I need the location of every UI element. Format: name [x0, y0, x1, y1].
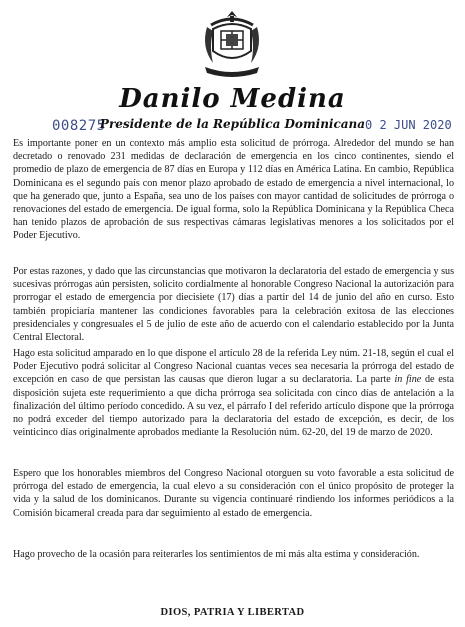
paragraph-2: Por estas razones, y dado que las circunstancias que motivaron la declaratoria del estado de emergencia y sus sucesivas prórrogas aún persisten, solicito cordialmente al honorable Congreso Nacional la autorización para prorrogar el estado de emergencia por diecisiete (17) días a partir del 14 de junio del año en curso. Esto también propiciaría mantener las condiciones favorables para la celebración exitosa de las elecciones presidenciales y congresuales el 5 de julio de este año de acuerdo con el calendario establecido por la Junta Central Electoral.: [13, 266, 454, 344]
paragraph-5: Hago provecho de la ocasión para reiterarles los sentimientos de mi más alta estima y consideración.: [13, 549, 420, 560]
paragraph-1: Es importante poner en un contexto más amplio esta solicitud de prórroga. Alrededor del mundo se han decretado o renovado 231 medidas de declaración de emergencia en los cinco continentes, siendo el promedio de plazo de emergencia de 87 días en Europa y 112 días en América Latina. En cambio, República Dominicana es el segundo país con menor plazo aprobado de estado de emergencia a nivel internacional, lo que ha generado que, junto a España, sea uno de los países con mayor cantidad de solicitudes de prórroga o renovaciones del estado de emergencia. De igual forma, solo la República Dominicana y la República Checa han tenido plazos de aprobación de sus respectivas cámaras legislativas menores a los solicitados por el Poder Ejecutivo.: [13, 138, 454, 242]
paragraph-3-text-b: de esta disposición sujeta este requerimiento a que dicha prórroga sea solicitada con cinco días de antelación a la finalización del último período concedido. A su vez, el párrafo I del referido artículo dispone que la prórroga no podrá exceder del tiempo autorizado para la declaratoria del estado de excepción, es decir, de los veinticinco días originalmente aprobados mediante la Resolución núm. 62-20, del 19 de marzo de 2020.: [13, 374, 454, 439]
signature-name: Danilo Medina: [119, 84, 346, 114]
paragraph-3: [13, 347, 454, 439]
paragraph-3-text-a: Hago esta solicitud amparado en lo que dispone el artículo 28 de la referida Ley núm. 21-18, según el cual el Poder Ejecutivo podrá solicitar al Congreso Nacional cuantas veces sea necesaria la prórroga del estado de excepción en caso de que persistan las causas que dieron lugar a su declaratoria. La parte: [13, 348, 454, 386]
paragraph-4: Espero que los honorables miembros del Congreso Nacional otorguen su voto favorable a esta solicitud de prórroga del estado de emergencia, la cual elevo a su consideración con el único propósito de proteger la vida y la salud de los dominicanos. Durante su vigencia continuaré rindiendo los informes periódicos a la Comisión bicameral creada para dar seguimiento al estado de emergencia.: [13, 468, 454, 519]
coat-of-arms-seal: [199, 7, 265, 79]
stamp-date: 0 2 JUN 2020: [365, 118, 452, 132]
president-title: Presidente de la República Dominicana: [99, 117, 366, 131]
paragraph-3-italic: in fine: [394, 374, 422, 386]
closing-motto: DIOS, PATRIA Y LIBERTAD: [160, 607, 305, 618]
stamp-number: 008275: [52, 118, 106, 134]
